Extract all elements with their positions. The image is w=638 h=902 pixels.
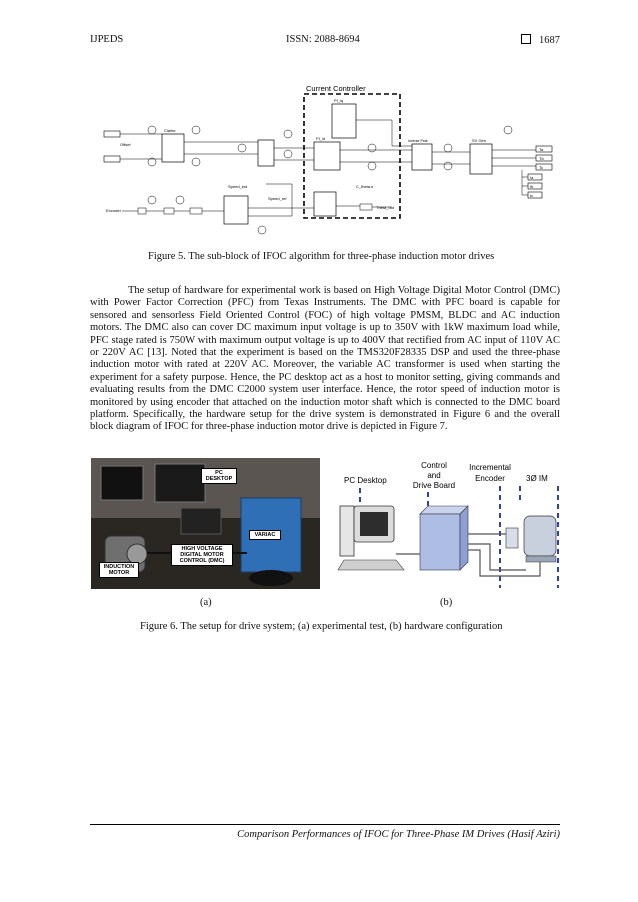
current-model-block xyxy=(314,192,336,216)
scope-6 xyxy=(284,130,292,138)
photo-label-variac: VARIAC xyxy=(249,530,281,540)
checkbox-icon xyxy=(521,34,531,44)
svgen-label: SV Gen xyxy=(472,138,487,143)
photo-label-motor: INDUCTION MOTOR xyxy=(99,562,139,578)
theta-e-label: C_theta.e xyxy=(356,184,374,189)
scope-11 xyxy=(444,162,452,170)
diagram-label-pc: PC Desktop xyxy=(344,476,387,485)
input-port-1 xyxy=(104,131,120,137)
photo-motor-shaft xyxy=(127,544,147,564)
photo-label-dmc: HIGH VOLTAGE DIGITAL MOTOR CONTROL (DMC) xyxy=(171,544,233,566)
scope-15 xyxy=(258,226,266,234)
motor-base xyxy=(526,556,556,562)
pi-iq-label: PI_iq xyxy=(334,98,344,103)
diagram-label-im: 3Ø IM xyxy=(526,474,548,483)
diagram-label-board-2: and xyxy=(427,471,441,480)
scope-9 xyxy=(368,162,376,170)
page-number-group xyxy=(521,34,560,46)
diagram-label-encoder-2: Encoder xyxy=(475,474,505,483)
encoder-label: Encoder xyxy=(106,208,121,213)
page-footer: Comparison Performances of IFOC for Three-Phase IM Drives (Hasif Aziri) xyxy=(237,829,560,840)
speed-from-enc-block xyxy=(224,196,248,224)
offset-label: Offset xyxy=(120,142,131,147)
scope-1 xyxy=(148,126,156,134)
inverse-park-label: Inverse Park xyxy=(408,139,428,143)
diagram-label-encoder-1: Incremental xyxy=(469,463,511,472)
photo-dmc-box xyxy=(181,508,221,534)
page-number: 1687 xyxy=(539,35,560,46)
experimental-setup-photo xyxy=(91,458,320,589)
issn: ISSN: 2088-8694 xyxy=(286,34,360,45)
pi-id-block xyxy=(314,142,340,170)
scope-12 xyxy=(504,126,512,134)
motor-body xyxy=(524,516,556,556)
photo-label-pc: PC DESKTOP xyxy=(201,468,237,484)
board-side xyxy=(460,506,468,570)
scope-13 xyxy=(148,196,156,204)
encoder-body xyxy=(506,528,518,548)
scope-3 xyxy=(192,126,200,134)
diagram-label-board-1: Control xyxy=(421,461,447,470)
scope-10 xyxy=(444,144,452,152)
output-tc-label: Tc xyxy=(539,165,543,170)
diagram-label-board-3: Drive Board xyxy=(412,481,456,490)
scope-5 xyxy=(238,144,246,152)
input-port-2 xyxy=(104,156,120,162)
speed-ref-label: Speed_ref xyxy=(268,196,287,201)
output-ib-label: Ib xyxy=(530,184,534,189)
theta-terminator xyxy=(360,204,372,210)
figure-6b-label: (b) xyxy=(440,597,453,608)
page-header xyxy=(90,34,560,48)
output-ic-label: Ic xyxy=(530,193,534,198)
body-paragraph: The setup of hardware for experimental work is based on High Voltage Digital Motor Control (DMC) with Power Factor Correction (PFC) from Texas Instruments. The DMC with PFC board is capable for sensored and sensorless Field Oriented Control (FOC) of high voltage PMSM, BLDC and AC induction motors. The DMC also can cover DC maximum input voltage is up to 350V with 1kW maximum load while, PFC stage rated is 750W with maximum output voltage is up to 400V that rectified from AC input of 110V AC or 220V AC [13]. Noted that the experiment is based on the TMS320F28335 DSP and used the three-phase induction motor with rated at 220V AC. Moreover, the variable AC transformer is used when starting the experiment for a safety purpose. Hence, the PC desktop act as a host to monitor setting, giving commands and evaluating results from the DMC C2000 system user interface. Hence, the rotor speed of induction motor is monitored by using encoder that attached on the induction motor shaft which is connected to the DMC board platform. Specifically, the hardware setup for the drive system is demonstrated in Figure 6 and the overall block diagram of IFOC for three-phase induction motor drive is depicted in Figure 7. xyxy=(90,285,560,433)
output-ia-label: Ia xyxy=(530,175,534,180)
figure-5-diagram xyxy=(92,84,560,240)
journal-name: IJPEDS xyxy=(90,34,124,45)
clarke-block xyxy=(162,134,184,162)
pi-iq-block xyxy=(332,104,356,138)
filter-block xyxy=(164,208,174,214)
board-front xyxy=(420,514,460,570)
speed-est-label: Speed_est xyxy=(228,184,248,189)
theta-out-label: Theta_out xyxy=(376,205,395,210)
inverse-park-block xyxy=(412,144,432,170)
svgen-block xyxy=(470,144,492,174)
gain-block xyxy=(138,208,146,214)
photo-monitor-2 xyxy=(155,464,205,502)
scope-4 xyxy=(192,158,200,166)
current-controller-title: Current Controller xyxy=(306,84,366,93)
footer-rule xyxy=(90,824,560,825)
photo-monitor-1 xyxy=(101,466,143,500)
scope-8 xyxy=(368,144,376,152)
scope-7 xyxy=(284,150,292,158)
park-block xyxy=(258,140,274,166)
figure-5-caption: Figure 5. The sub-block of IFOC algorithm for three-phase induction motor drives xyxy=(148,251,495,262)
pc-keyboard xyxy=(338,560,404,570)
clarke-label: Clarke xyxy=(164,128,176,133)
figure-6a-label: (a) xyxy=(200,597,212,608)
scope-14 xyxy=(176,196,184,204)
pc-tower xyxy=(340,506,354,556)
photo-variac-knob xyxy=(249,570,293,586)
figure-6-caption: Figure 6. The setup for drive system; (a) experimental test, (b) hardware configuration xyxy=(140,621,503,632)
pc-screen xyxy=(360,512,388,536)
output-tb-label: Tb xyxy=(539,156,544,161)
hardware-configuration-diagram xyxy=(330,458,562,591)
pi-id-label: PI_id xyxy=(316,136,326,141)
output-ta-label: Ta xyxy=(539,147,544,152)
rpm-block xyxy=(190,208,202,214)
